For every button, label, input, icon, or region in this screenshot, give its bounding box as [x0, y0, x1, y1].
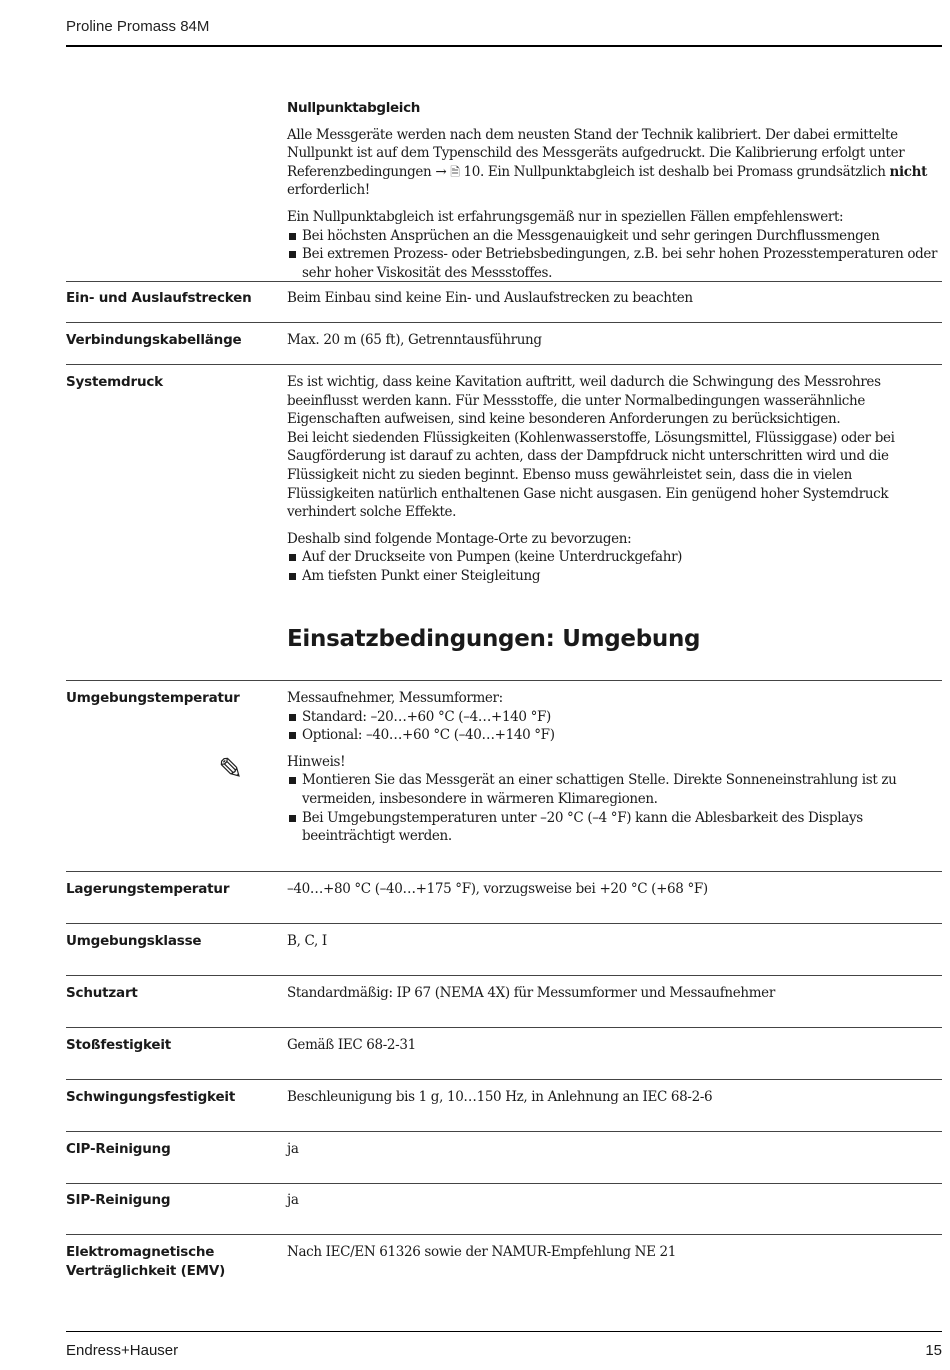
label-systemdruck: Systemdruck [66, 374, 163, 390]
spec-value: Gemäß IEC 68-2-31 [287, 1037, 416, 1053]
label-emv-line-1: Elektromagnetische [66, 1244, 215, 1260]
label-umgebungstemperatur: Umgebungstemperatur [66, 690, 240, 706]
nullpunkt-page-ref: 10. [463, 163, 484, 180]
list-item: Standard: –20…+60 °C (–4…+140 °F) [287, 708, 943, 727]
section-title: Einsatzbedingungen: Umgebung [287, 626, 701, 652]
nullpunkt-paragraph-1 [287, 126, 943, 200]
spec-label: Schutzart [66, 985, 138, 1001]
spec-label: Lagerungstemperatur [66, 881, 230, 897]
nullpunkt-p1-bold: nicht [889, 163, 928, 180]
spec-label: Stoßfestigkeit [66, 1037, 172, 1053]
value-umgebungstemperatur [287, 689, 943, 846]
nullpunkt-p1-a: Alle Messgeräte werden nach dem neusten Stand der Technik kalibriert. Der dabei ermittelte Nullpunkt ist auf dem Typenschild des Messgeräts aufgedruckt. Die Kalibrierung erfolgt unter Referenzbedingungen → [287, 126, 905, 180]
divider [66, 871, 942, 872]
label-einlauf: Ein- und Auslaufstrecken [66, 290, 252, 306]
label-kabel: Verbindungskabellänge [66, 332, 242, 348]
nullpunkt-p1-c: erforderlich! [287, 182, 370, 199]
page-header-title: Proline Promass 84M [66, 18, 210, 35]
divider [66, 680, 942, 681]
systemdruck-bullet-list [287, 548, 943, 585]
pencil-icon: ✎ [218, 752, 244, 787]
systemdruck-paragraph-3: Deshalb sind folgende Montage-Orte zu bevorzugen: [287, 530, 632, 547]
list-item: Optional: –40…+60 °C (–40…+140 °F) [287, 726, 943, 745]
footer-rule [66, 1331, 942, 1332]
spec-value: Standardmäßig: IP 67 (NEMA 4X) für Messumformer und Messaufnehmer [287, 985, 775, 1001]
divider [66, 975, 942, 976]
divider [66, 1183, 942, 1184]
umgebung-bullet-list [287, 708, 943, 745]
value-emv: Nach IEC/EN 61326 sowie der NAMUR-Empfehlung NE 21 [287, 1244, 676, 1260]
divider [66, 1234, 942, 1235]
value-einlauf: Beim Einbau sind keine Ein- und Auslaufstrecken zu beachten [287, 290, 693, 306]
systemdruck-paragraph-1: Es ist wichtig, dass keine Kavitation auftritt, weil dadurch die Schwingung des Messrohres beeinflusst werden kann. Für Messstoffe, die unter Normalbedingungen wasserähnliche Eigenschaften aufweisen, sind keine besonderen Anforderungen zu berücksichtigen. [287, 374, 881, 428]
divider [66, 1079, 942, 1080]
header-rule [66, 45, 942, 47]
list-item: Auf der Druckseite von Pumpen (keine Unterdruckgefahr) [287, 548, 943, 567]
list-item: Montieren Sie das Messgerät an einer schattigen Stelle. Direkte Sonneneinstrahlung ist zu vermeiden, insbesondere in wärmeren Klimaregionen. [287, 771, 943, 808]
divider [66, 1131, 942, 1132]
divider [66, 281, 942, 282]
value-systemdruck [287, 373, 943, 586]
footer-page-number: 15 [925, 1342, 942, 1359]
spec-value: ja [287, 1141, 299, 1157]
systemdruck-paragraph-2: Bei leicht siedenden Flüssigkeiten (Kohlenwasserstoffe, Lösungsmittel, Flüssiggase) oder bei Saugförderung ist darauf zu achten, dass der Dampfdruck nicht unterschritten wird und die Flüssigkeit nicht zu sieden beginnt. Ebenso muss gewährleistet sein, dass die in vielen Flüssigkeiten natürlich enthaltenen Gase nicht ausgasen. Ein genügend hoher Systemdruck verhindert solche Effekte. [287, 429, 895, 521]
spec-label: SIP-Reinigung [66, 1192, 171, 1208]
nullpunkt-bullet-list [287, 227, 943, 283]
footer-company: Endress+Hauser [66, 1342, 179, 1359]
nullpunkt-p1-b: Ein Nullpunktabgleich ist deshalb bei Promass grundsätzlich [483, 163, 890, 180]
list-item: Bei Umgebungstemperaturen unter –20 °C (–4 °F) kann die Ablesbarkeit des Displays beeinträchtigt werden. [287, 809, 943, 846]
divider [66, 1027, 942, 1028]
note-title: Hinweis! [287, 753, 346, 770]
list-item: Bei höchsten Ansprüchen an die Messgenauigkeit und sehr geringen Durchflussmengen [287, 227, 943, 246]
divider [66, 364, 942, 365]
note-bullet-list [287, 771, 943, 845]
list-item: Bei extremen Prozess- oder Betriebsbedingungen, z.B. bei sehr hohen Prozesstemperaturen oder sehr hoher Viskosität des Messstoffes. [287, 245, 943, 282]
spec-value: Beschleunigung bis 1 g, 10…150 Hz, in Anlehnung an IEC 68-2-6 [287, 1089, 713, 1105]
document-page-icon: 🗎 [450, 164, 460, 179]
label-emv-line-2: Verträglichkeit (EMV) [66, 1262, 226, 1279]
spec-label: Schwingungsfestigkeit [66, 1089, 236, 1105]
divider [66, 923, 942, 924]
umgebung-intro: Messaufnehmer, Messumformer: [287, 690, 503, 706]
spec-label: Umgebungsklasse [66, 933, 202, 949]
spec-value: ja [287, 1192, 299, 1208]
nullpunkt-paragraph-2: Ein Nullpunktabgleich ist erfahrungsgemäß nur in speziellen Fällen empfehlenswert: [287, 208, 844, 225]
list-item: Am tiefsten Punkt einer Steigleitung [287, 567, 943, 586]
nullpunkt-section [287, 99, 943, 282]
nullpunkt-heading: Nullpunktabgleich [287, 100, 420, 116]
spec-label: CIP-Reinigung [66, 1141, 171, 1157]
value-kabel: Max. 20 m (65 ft), Getrenntausführung [287, 332, 542, 348]
spec-value: –40…+80 °C (–40…+175 °F), vorzugsweise bei +20 °C (+68 °F) [287, 881, 708, 897]
divider [66, 322, 942, 323]
spec-value: B, C, I [287, 933, 327, 949]
label-emv [66, 1243, 276, 1280]
